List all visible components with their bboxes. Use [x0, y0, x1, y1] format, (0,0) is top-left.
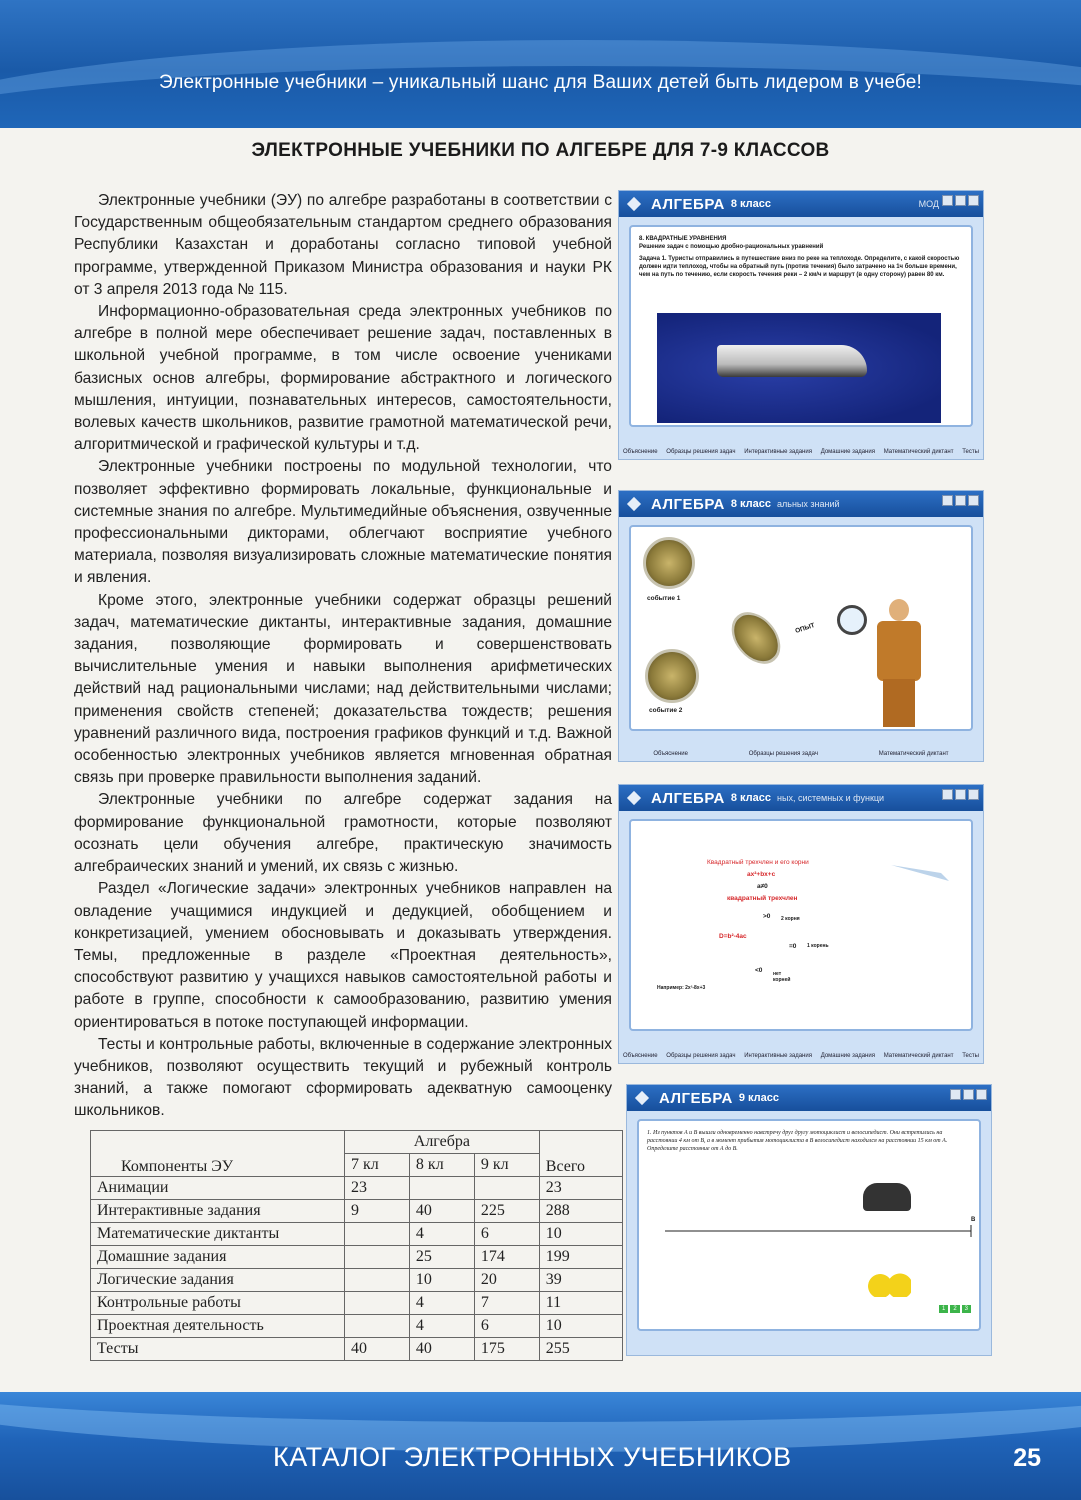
formula-heading: Квадратный трехчлен и его корни [707, 859, 809, 866]
window-subtitle: МОД [918, 199, 939, 209]
table-cell: Интерактивные задания [91, 1200, 345, 1223]
table-cell: 4 [409, 1223, 474, 1246]
distance-line [661, 1225, 981, 1237]
table-cell [345, 1223, 410, 1246]
window-titlebar [619, 785, 983, 811]
task-heading: 8. КВАДРАТНЫЕ УРАВНЕНИЯ [639, 236, 727, 242]
table-cell: Домашние задания [91, 1246, 345, 1269]
case-positive: >0 [763, 913, 771, 920]
window-controls [942, 789, 979, 800]
window-controls [942, 495, 979, 506]
table-cell: 4 [409, 1315, 474, 1338]
motorcyclist-icon [863, 1183, 911, 1211]
banner-slogan: Электронные учебники – уникальный шанс для Ваших детей быть лидером в учебе! [158, 72, 922, 93]
window-grade: 8 класс [730, 498, 772, 510]
close-icon[interactable] [968, 495, 979, 506]
table-row [91, 1315, 623, 1338]
minimize-icon[interactable] [950, 1089, 961, 1100]
paragraph: Тесты и контрольные работы, включенные в содержание электронных учебников, позволяют осуществить текущий и рубежный контроль знаний, а также помогают сформировать адекватную самооценку школьников. [74, 1035, 612, 1120]
table-cell: 225 [474, 1200, 539, 1223]
nav-item[interactable]: Математический диктант [883, 1053, 954, 1059]
table-header-9: 9 кл [474, 1154, 539, 1177]
nav-item[interactable]: Интерактивные задания [744, 449, 812, 455]
window-titlebar [619, 191, 983, 217]
screen-nav [623, 449, 979, 455]
app-logo-icon [627, 791, 641, 805]
table-header-components: Компоненты ЭУ [91, 1131, 345, 1177]
window-controls [942, 195, 979, 206]
minimize-icon[interactable] [942, 789, 953, 800]
boat-icon [717, 345, 867, 377]
maximize-icon[interactable] [955, 495, 966, 506]
table-cell [409, 1177, 474, 1200]
screen-nav [623, 1053, 979, 1059]
close-icon[interactable] [968, 195, 979, 206]
catalog-title: КАТАЛОГ ЭЛЕКТРОННЫХ УЧЕБНИКОВ [273, 1442, 792, 1472]
window-brand: АЛГЕБРА [659, 1089, 733, 1107]
case-zero-result: 1 корень [807, 943, 829, 949]
table-row [91, 1292, 623, 1315]
table-cell: Математические диктанты [91, 1223, 345, 1246]
table-cell: 10 [539, 1223, 622, 1246]
window-grade: 8 класс [730, 198, 772, 210]
step-buttons [939, 1305, 971, 1313]
paragraph: Электронные учебники построены по модульной технологии, что позволяет эффективно формировать локальные, функциональные и системные знания по алгебре. Мультимедийные объяснения, озвученные профессиональными дикторами, облегчают восприятие учебного материала, позволяя визуализировать сложные математические понятия и явления. [74, 458, 612, 587]
table-header-total: Всего [539, 1131, 622, 1177]
comet-decoration [891, 861, 951, 885]
table-row [91, 1269, 623, 1292]
event-1-label: событие 1 [647, 595, 681, 602]
boat-image [657, 313, 941, 423]
nav-item[interactable]: Интерактивные задания [744, 1053, 812, 1059]
top-banner [0, 0, 1081, 128]
table-cell: 6 [474, 1223, 539, 1246]
step-button[interactable]: 2 [950, 1305, 959, 1313]
table-cell: 40 [409, 1338, 474, 1361]
table-cell: Анимации [91, 1177, 345, 1200]
table-row [91, 1223, 623, 1246]
task-text [631, 227, 971, 287]
close-icon[interactable] [968, 789, 979, 800]
table-cell: 11 [539, 1292, 622, 1315]
nav-item[interactable]: Тесты [962, 449, 979, 455]
formula-term: квадратный трехчлен [727, 895, 798, 902]
window-controls [950, 1089, 987, 1100]
window-brand: АЛГЕБРА [651, 789, 725, 807]
table-cell [345, 1315, 410, 1338]
table-cell: 10 [409, 1269, 474, 1292]
paragraph: Электронные учебники (ЭУ) по алгебре разработаны в соответствии с Государственным общеобязательным стандартом среднего образования Республики Казахстан и доработаны согласно типовой учебной программе, утвержденной Приказом Министра образования и науки РК от 3 апреля 2013 года № 115. [74, 192, 612, 298]
task-body: Задача 1. Туристы отправились в путешествие вниз по реке на теплоходе. Определите, с какой скоростью должен идти теплоход, чтобы на обратный путь (против течения) было затрачено на 1ч больше времени, чем на путь по течению, если скорость течения реки – 2 км/ч и маршрут (в одну сторону) равен 80 км. [639, 256, 960, 278]
coin-icon [643, 537, 695, 589]
table-header-8: 8 кл [409, 1154, 474, 1177]
maximize-icon[interactable] [955, 789, 966, 800]
table-row [91, 1246, 623, 1269]
screen-content [637, 1119, 981, 1331]
table-cell: 40 [345, 1338, 410, 1361]
window-titlebar [619, 491, 983, 517]
table-cell: 6 [474, 1315, 539, 1338]
screen-nav [623, 751, 979, 757]
case-negative: <0 [755, 967, 763, 974]
page-number: 25 [1013, 1444, 1041, 1472]
table-cell: Тесты [91, 1338, 345, 1361]
window-titlebar [627, 1085, 991, 1111]
man-torso [877, 621, 921, 681]
window-grade: 9 класс [738, 1092, 780, 1104]
paragraph: Раздел «Логические задачи» электронных учебников направлен на овладение учащимися индукцией и дедукцией, обобщением и конкретизацией, умением обосновывать и доказывать утверждения. Темы, предложенные в разделе «Проектная деятельность», способствуют развитию у учащихся навыков самостоятельной работы и работе в группе, способности к самообразованию, развитию умения ориентироваться в потоке поступающей информации. [74, 880, 612, 1031]
table-row [91, 1338, 623, 1361]
screenshot-algebra-8-quadratic [618, 190, 984, 460]
cyclist-icon [867, 1261, 911, 1297]
screen-content [629, 819, 973, 1031]
table-cell [474, 1177, 539, 1200]
nav-item[interactable]: Домашние задания [820, 1053, 875, 1059]
step-button[interactable]: 1 [939, 1305, 948, 1313]
table-cell: 23 [345, 1177, 410, 1200]
paragraph: Электронные учебники по алгебре содержат задания на формирование функциональной грамотности, которые позволяют осознать цели обучения алгебре, практическую значимость алгебраических знаний и умений, их связь с жизнью. [74, 791, 612, 876]
nav-item[interactable]: Образцы решения задач [748, 751, 818, 757]
window-brand: АЛГЕБРА [651, 495, 725, 513]
nav-item[interactable]: Объяснение [623, 449, 658, 455]
nav-item[interactable]: Математический диктант [883, 449, 954, 455]
case-zero: =0 [789, 943, 797, 950]
window-subtitle: ных, системных и функци [777, 793, 885, 803]
formula-condition: a≠0 [757, 883, 768, 890]
maximize-icon[interactable] [955, 195, 966, 206]
formula-example: Например: 2x²-8x+3 [657, 985, 706, 991]
coin-icon [645, 649, 699, 703]
coin-icon [722, 603, 790, 674]
table-cell [345, 1269, 410, 1292]
case-positive-result: 2 корня [781, 916, 800, 922]
window-subtitle: альных знаний [777, 499, 840, 509]
table-cell: 25 [409, 1246, 474, 1269]
nav-item[interactable]: Математический диктант [878, 751, 949, 757]
nav-item[interactable]: Объяснение [653, 751, 688, 757]
table-cell: 288 [539, 1200, 622, 1223]
table-cell: Проектная деятельность [91, 1315, 345, 1338]
nav-item[interactable]: Образцы решения задач [666, 449, 736, 455]
window-grade: 8 класс [730, 792, 772, 804]
table-row [91, 1200, 623, 1223]
screen-content [629, 525, 973, 731]
task-subheading: Решение задач с помощью дробно-рациональных уравнений [639, 244, 824, 250]
maximize-icon[interactable] [963, 1089, 974, 1100]
table-cell: Контрольные работы [91, 1292, 345, 1315]
event-2-label: событие 2 [649, 707, 683, 714]
table-row [91, 1177, 623, 1200]
table-cell: 20 [474, 1269, 539, 1292]
table-cell: 9 [345, 1200, 410, 1223]
table-header-algebra: Алгебра [345, 1131, 540, 1154]
body-text [74, 190, 612, 1123]
minimize-icon[interactable] [942, 195, 953, 206]
table-cell: 39 [539, 1269, 622, 1292]
app-logo-icon [635, 1091, 649, 1105]
paragraph: Информационно-образовательная среда электронных учебников по алгебре в полной мере обеспечивает решение задач, поставленных в школьной учебной программе, в том числе освоение учениками базисных основ алгебры, формирование абстрактного и логического мышления, интуиции, познавательных интересов, самостоятельности, волевых качеств школьников, развитие грамотной математической речи, алгоритмической и графической культуры и т.д. [74, 303, 612, 454]
table-cell: Логические задания [91, 1269, 345, 1292]
formula-expression: ax²+bx+c [747, 871, 776, 878]
table-header-7: 7 кл [345, 1154, 410, 1177]
table-cell: 40 [409, 1200, 474, 1223]
screenshot-algebra-8-probability [618, 490, 984, 762]
screen-content [629, 225, 973, 427]
task-text: 1. Из пунктов А и В вышли одновременно навстречу друг другу мотоциклист и велосипедист. Они встретились на расстоянии 4 км от В, а в момент прибытия мотоциклиста в В велосипедист находился на расстоянии 15 км от А. Определите расстояние от А до В. [647, 1130, 948, 1152]
table-cell: 23 [539, 1177, 622, 1200]
man-head [889, 599, 909, 621]
nav-item[interactable]: Домашние задания [820, 449, 875, 455]
table-cell [345, 1292, 410, 1315]
magnifier-icon [837, 605, 867, 635]
discriminant: D=b²-4ac [719, 933, 747, 940]
experiment-label: ОПЫТ [794, 622, 816, 635]
nav-item[interactable]: Объяснение [623, 1053, 658, 1059]
paragraph: Кроме этого, электронные учебники содержат образцы решений задач, математические диктанты, интерактивные задания, домашние задания, позволяющие формировать и совершенствовать вычислительные умения и навыки выполнения арифметических действий над рациональными числами; над действительными числами; применения свойств степеней; доказательства тождеств; решения уравнений различного вида, построения графиков функций и т.д. Важной особенностью электронных учебников является мгновенная обратная связь при проверке правильности выполнения заданий. [74, 591, 612, 787]
table-cell: 175 [474, 1338, 539, 1361]
window-brand: АЛГЕБРА [651, 195, 725, 213]
point-b-label: B [971, 1217, 976, 1223]
app-logo-icon [627, 497, 641, 511]
table-cell: 4 [409, 1292, 474, 1315]
man-legs [883, 679, 915, 727]
man-illustration [871, 599, 927, 729]
step-button[interactable]: 3 [962, 1305, 971, 1313]
minimize-icon[interactable] [942, 495, 953, 506]
table-cell: 10 [539, 1315, 622, 1338]
nav-item[interactable]: Образцы решения задач [666, 1053, 736, 1059]
components-table [90, 1130, 623, 1361]
table-cell: 199 [539, 1246, 622, 1269]
app-logo-icon [627, 197, 641, 211]
close-icon[interactable] [976, 1089, 987, 1100]
table-cell [345, 1246, 410, 1269]
table-cell: 7 [474, 1292, 539, 1315]
case-negative-result: нет корней [773, 971, 791, 983]
screenshot-algebra-8-trinomial [618, 784, 984, 1064]
table-cell: 174 [474, 1246, 539, 1269]
screenshot-algebra-9-motion [626, 1084, 992, 1356]
nav-item[interactable]: Тесты [962, 1053, 979, 1059]
page-title: ЭЛЕКТРОННЫЕ УЧЕБНИКИ ПО АЛГЕБРЕ ДЛЯ 7-9 КЛАССОВ [251, 140, 830, 161]
table-cell: 255 [539, 1338, 622, 1361]
